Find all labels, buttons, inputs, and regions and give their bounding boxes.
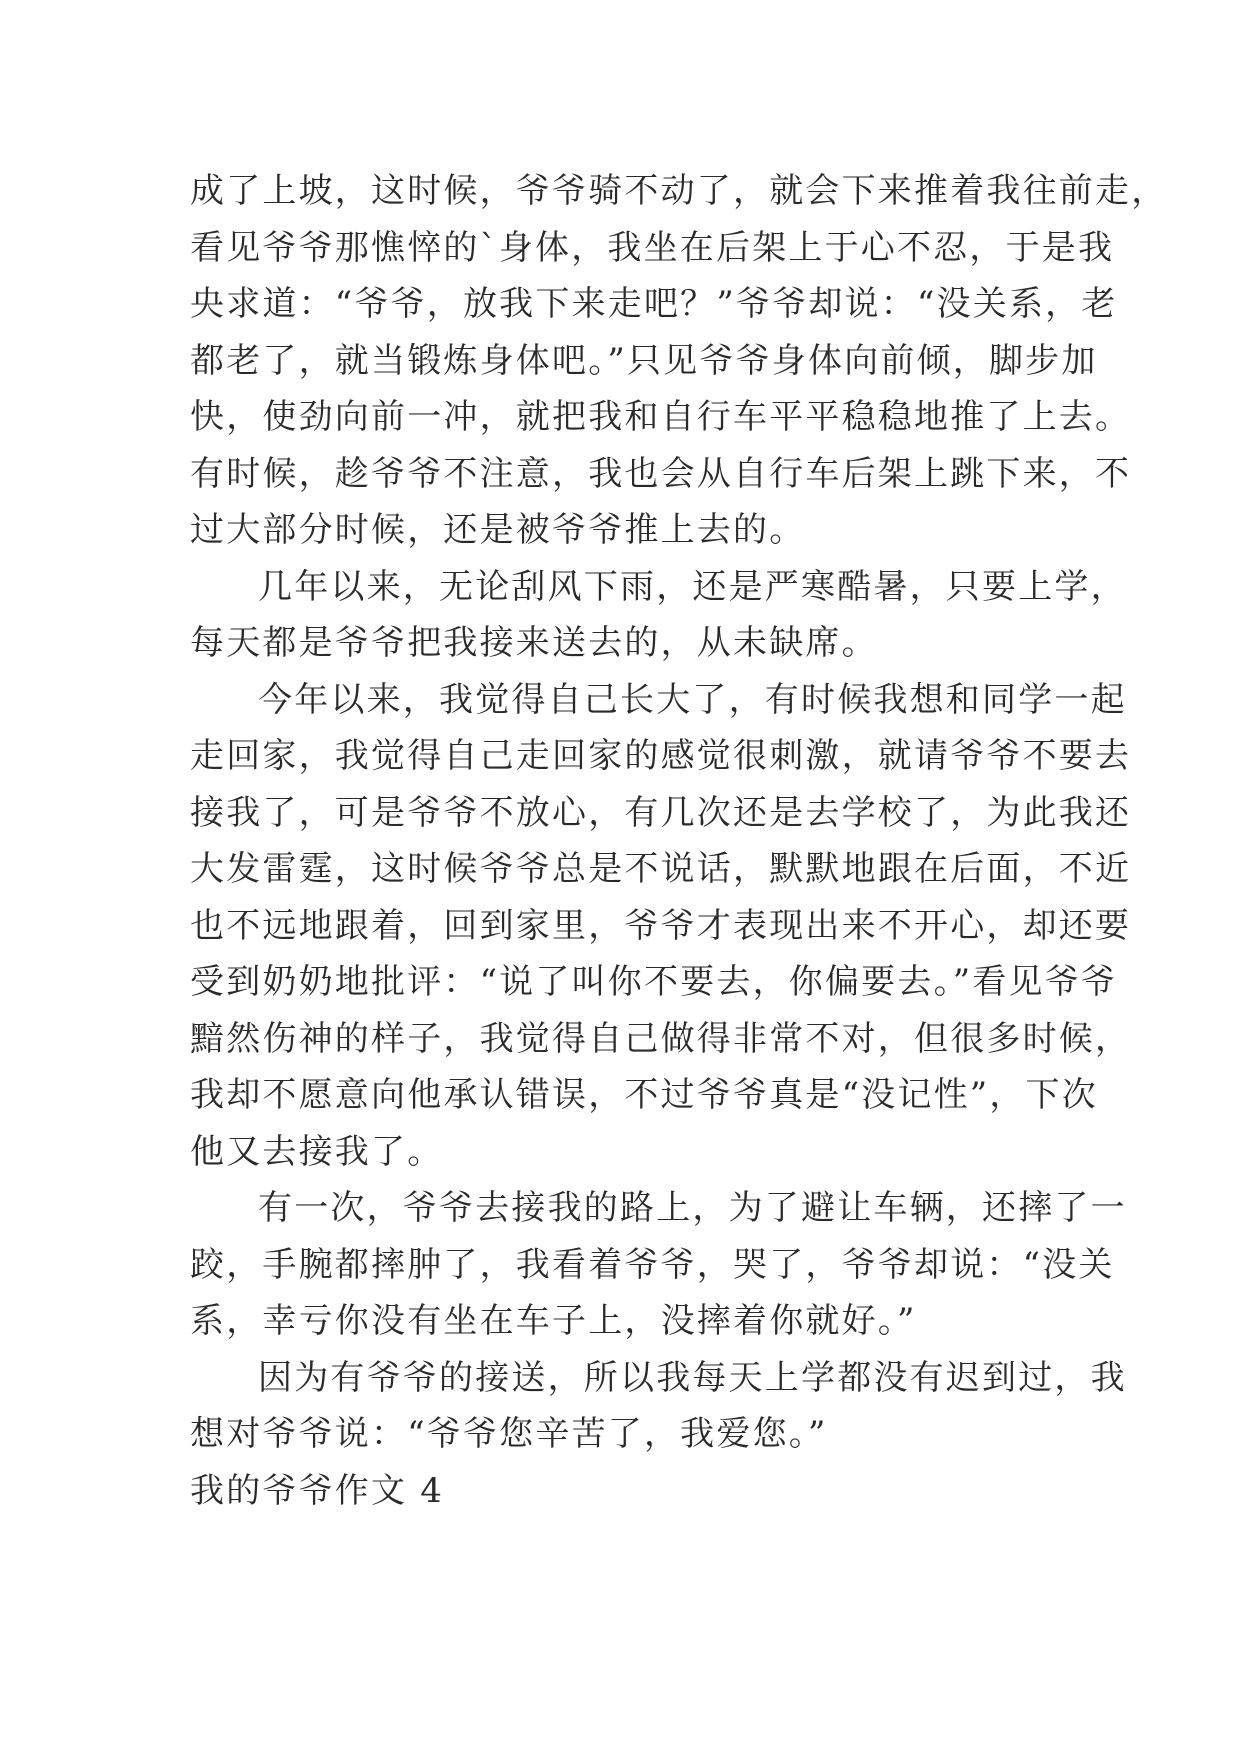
- paragraph-first-line: 因为有爷爷的接送，所以我每天上学都没有迟到过，我: [258, 1357, 1127, 1398]
- text-line: 成了上坡，这时候，爷爷骑不动了，就会下来推着我往前走，: [190, 171, 1168, 211]
- text-line: 接我了，可是爷爷不放心，有几次还是去学校了，为此我还: [190, 792, 1132, 833]
- text-line: 有时候，趁爷爷不注意，我也会从自行车后架上跳下来，不: [190, 453, 1132, 494]
- text-line: 系，幸亏你没有坐在车子上，没摔着你就好。”: [190, 1301, 917, 1341]
- text-line: 跤，手腕都摔肿了，我看着爷爷，哭了，爷爷却说：“没关: [190, 1244, 1115, 1285]
- paragraph-first-line: 有一次，爷爷去接我的路上，为了避让车辆，还摔了一: [258, 1188, 1127, 1228]
- text-line: 黯然伤神的样子，我觉得自己做得非常不对，但很多时候，: [190, 1018, 1132, 1059]
- text-line: 每天都是爷爷把我接来送去的，从未缺席。: [190, 623, 878, 663]
- text-line: 看见爷爷那憔悴的`身体，我坐在后架上于心不忍，于是我: [190, 227, 1115, 268]
- text-line: 走回家，我觉得自己走回家的感觉很刺激，就请爷爷不要去: [190, 736, 1132, 776]
- essay-text: [190, 163, 1168, 1519]
- text-line: 都老了，就当锻炼身体吧。”只见爷爷身体向前倾，脚步加: [190, 340, 1098, 381]
- text-line: 想对爷爷说：“爷爷您辛苦了，我爱您。”: [190, 1414, 828, 1454]
- text-line: 过大部分时候，还是被爷爷推上去的。: [190, 510, 806, 550]
- paragraph-first-line: 几年以来，无论刮风下雨，还是严寒酷暑，只要上学，: [258, 566, 1127, 607]
- text-line: 大发雷霆，这时候爷爷总是不说话，默默地跟在后面，不近: [190, 849, 1132, 889]
- text-line: 也不远地跟着，回到家里，爷爷才表现出来不开心，却还要: [190, 905, 1132, 946]
- paragraph-first-line: 今年以来，我觉得自己长大了，有时候我想和同学一起: [258, 679, 1127, 720]
- text-line: 受到奶奶地批评：“说了叫你不要去，你偏要去。”看见爷爷: [190, 962, 1118, 1002]
- text-line: 快，使劲向前一冲，就把我和自行车平平稳稳地推了上去。: [190, 397, 1132, 437]
- text-line: 我却不愿意向他承认错误，不过爷爷真是“没记性”，下次: [190, 1075, 1098, 1115]
- text-line: 央求道：“爷爷，放我下来走吧？”爷爷却说：“没关系，老: [190, 284, 1118, 324]
- text-line: 他又去接我了。: [190, 1131, 444, 1172]
- section-heading: 我的爷爷作文 4: [190, 1470, 445, 1511]
